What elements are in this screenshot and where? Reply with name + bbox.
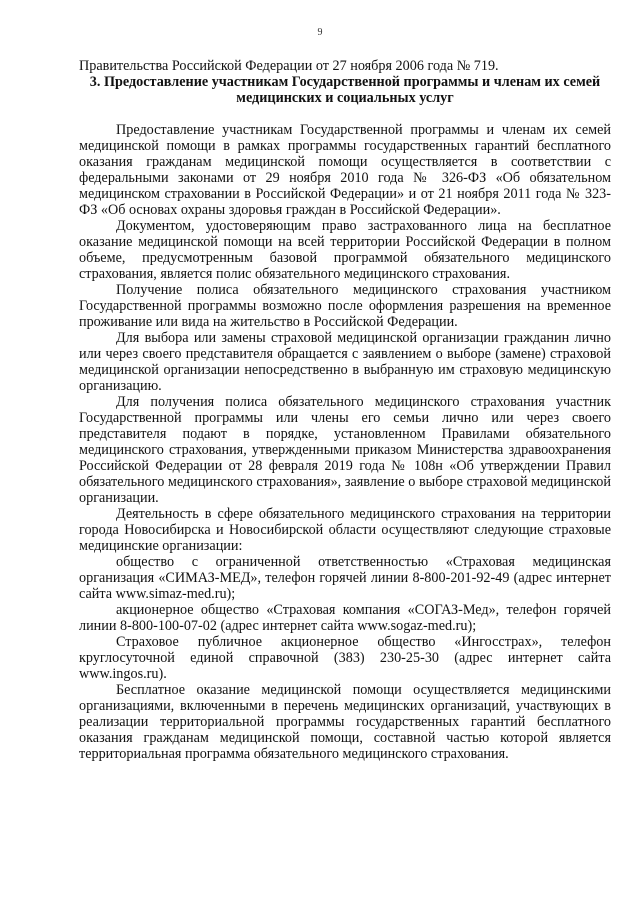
heading-spacer [79,106,611,122]
list-item-ingosstrakh: Страховое публичное акционерное общество «Ингосстрах», телефон круглосуточной единой справочной (383) 230-25-30 (адрес интернет сайта www.ingos.ru). [79,634,611,682]
list-item-simaz-med: общество с ограниченной ответственностью «Страховая медицинская организация «СИМАЗ-МЕД», телефон горячей линии 8-800-201-92-49 (адрес интернет сайта www.simaz-med.ru); [79,554,611,602]
paragraph-insurer-choice: Для выбора или замены страховой медицинской организации гражданин лично или через своего представителя обращается с заявлением о выборе (замене) страховой медицинской организации непосредственно в выбранную им страховую медицинскую организацию. [79,330,611,394]
page-content [79,58,611,762]
section-heading: 3. Предоставление участникам Государственной программы и членам их семей медицинских и социальных услуг [89,74,601,106]
paragraph-medical-care: Предоставление участникам Государственной программы и членам их семей медицинской помощи в рамках программы государственных гарантий бесплатного оказания гражданам медицинской помощи осуществляется в соответствии с федеральными законами от 29 ноября 2010 года № 326-ФЗ «Об обязательном медицинском страховании в Российской Федерации» и от 21 ноября 2011 года № 323-ФЗ «Об основах охраны здоровья граждан в Российской Федерации». [79,122,611,218]
paragraph-free-care: Бесплатное оказание медицинской помощи осуществляется медицинскими организациями, включенными в перечень медицинских организаций, участвующих в реализации территориальной программы государственных гарантий бесплатного оказания гражданам медицинской помощи, составной частью которой является территориальная программа обязательного медицинского страхования. [79,682,611,762]
paragraph-application: Для получения полиса обязательного медицинского страхования участник Государственной программы или члены его семьи лично или через своего представителя подают в порядке, установленном Правилами обязательного медицинского страхования, утвержденными приказом Министерства здравоохранения Российской Федерации от 28 февраля 2019 года № 108н «Об утверждении Правил обязательного медицинского страхования», заявление о выборе страховой медицинской организации. [79,394,611,506]
paragraph-policy-document: Документом, удостоверяющим право застрахованного лица на бесплатное оказание медицинской помощи на всей территории Российской Федерации в полном объеме, предусмотренным базовой программой обязательного медицинского страхования, является полис обязательного медицинского страхования. [79,218,611,282]
page-number: 9 [317,27,323,38]
paragraph-policy-obtaining: Получение полиса обязательного медицинского страхования участником Государственной программы возможно после оформления разрешения на временное проживание или вида на жительство в Российской Федерации. [79,282,611,330]
continuation-line: Правительства Российской Федерации от 27 ноября 2006 года № 719. [79,58,499,74]
list-item-sogaz-med: акционерное общество «Страховая компания «СОГАЗ-Мед», телефон горячей линии 8-800-100-07-02 (адрес интернет сайта www.sogaz-med.ru); [79,602,611,634]
paragraph-insurers-intro: Деятельность в сфере обязательного медицинского страхования на территории города Новосибирска и Новосибирской области осуществляют следующие страховые медицинские организации: [79,506,611,554]
